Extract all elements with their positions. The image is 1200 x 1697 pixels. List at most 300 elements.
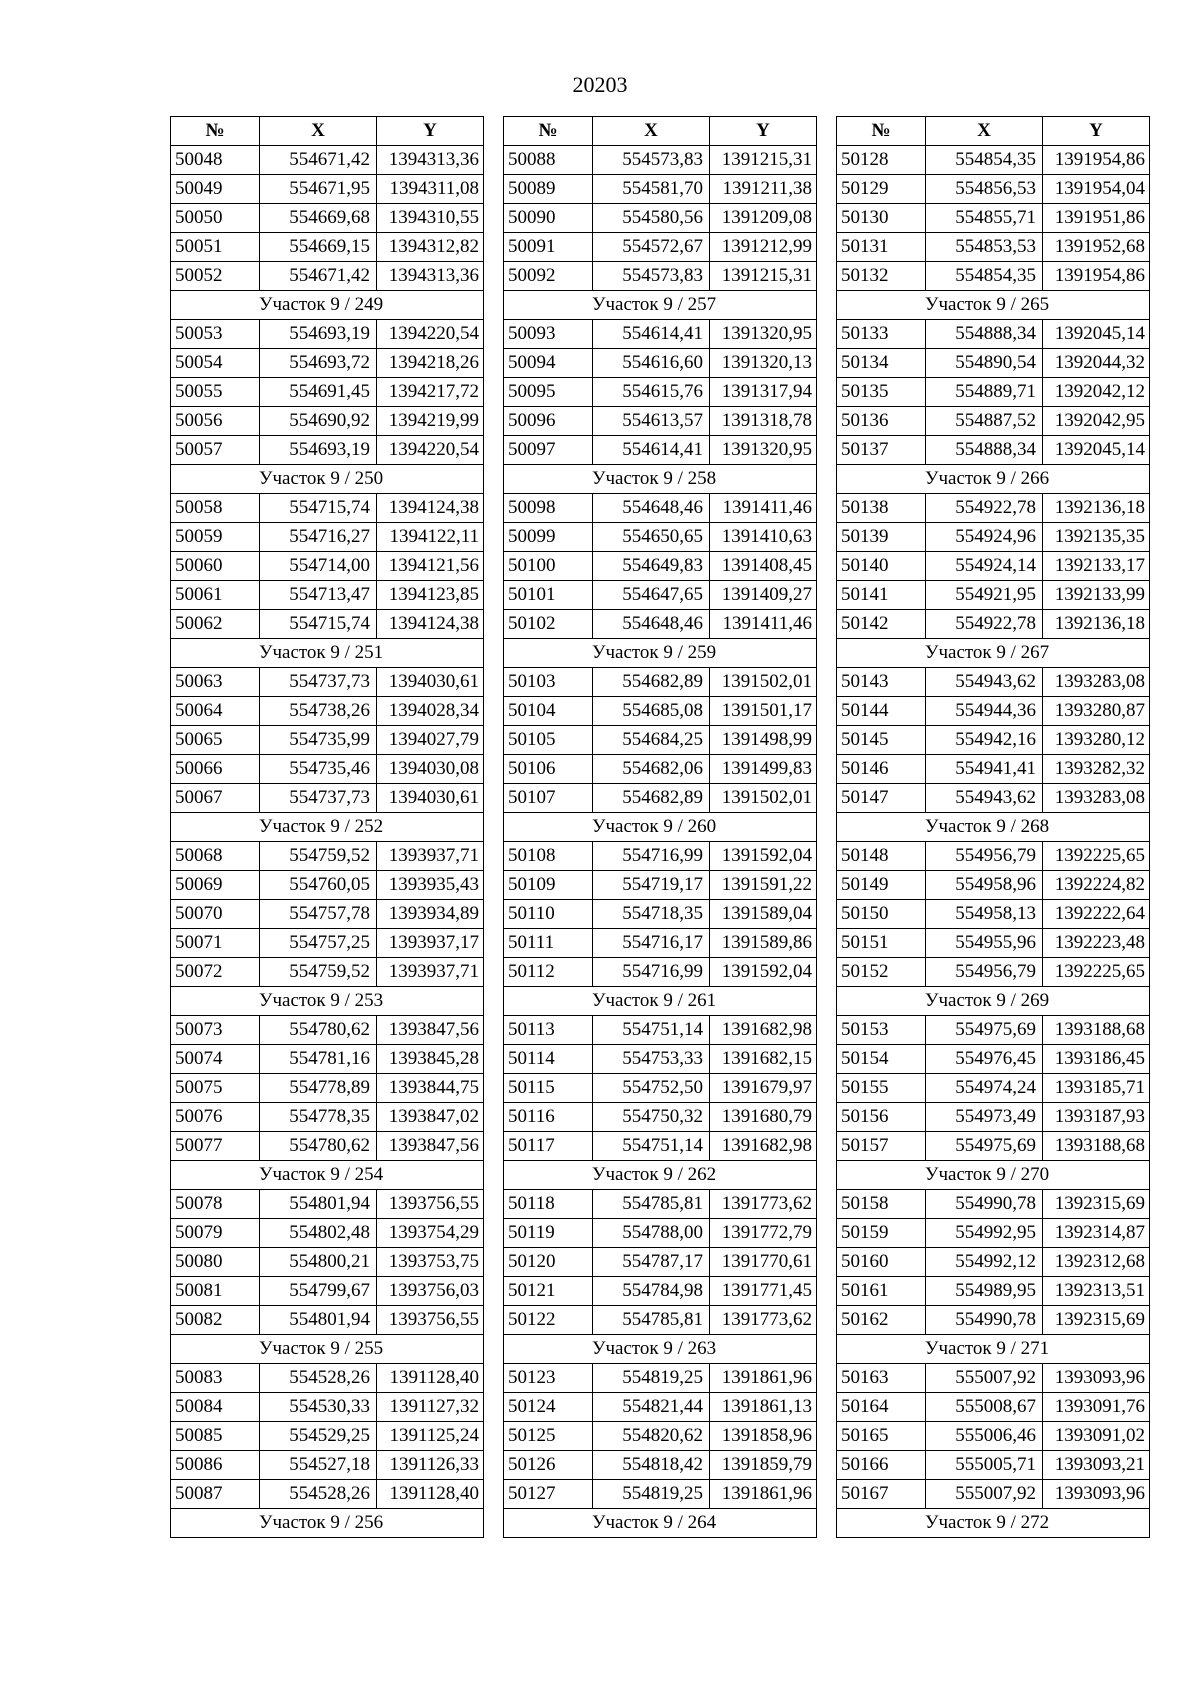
x-coordinate-cell: 554922,78 [926,610,1043,639]
table-row [171,1103,484,1132]
table-row [837,1132,1150,1161]
point-number-cell: 50127 [504,1480,593,1509]
table-row [504,1074,817,1103]
header-x: X [926,117,1043,146]
x-coordinate-cell: 554975,69 [926,1132,1043,1161]
table-row [504,842,817,871]
x-coordinate-cell: 554943,62 [926,668,1043,697]
point-number-cell: 50116 [504,1103,593,1132]
section-label: Участок 9 / 270 [837,1161,1150,1190]
y-coordinate-cell: 1392133,17 [1043,552,1150,581]
x-coordinate-cell: 554650,65 [593,523,710,552]
y-coordinate-cell: 1394121,56 [377,552,484,581]
point-number-cell: 50138 [837,494,926,523]
x-coordinate-cell: 554955,96 [926,929,1043,958]
y-coordinate-cell: 1391215,31 [710,146,817,175]
point-number-cell: 50096 [504,407,593,436]
point-number-cell: 50119 [504,1219,593,1248]
y-coordinate-cell: 1391127,32 [377,1393,484,1422]
x-coordinate-cell: 554751,14 [593,1016,710,1045]
point-number-cell: 50143 [837,668,926,697]
x-coordinate-cell: 554800,21 [260,1248,377,1277]
x-coordinate-cell: 554573,83 [593,262,710,291]
section-label: Участок 9 / 260 [504,813,817,842]
y-coordinate-cell: 1392315,69 [1043,1190,1150,1219]
x-coordinate-cell: 554818,42 [593,1451,710,1480]
point-number-cell: 50132 [837,262,926,291]
x-coordinate-cell: 554682,89 [593,784,710,813]
y-coordinate-cell: 1394028,34 [377,697,484,726]
x-coordinate-cell: 554685,08 [593,697,710,726]
y-coordinate-cell: 1393282,32 [1043,755,1150,784]
y-coordinate-cell: 1393093,96 [1043,1364,1150,1393]
point-number-cell: 50140 [837,552,926,581]
point-number-cell: 50079 [171,1219,260,1248]
y-coordinate-cell: 1392312,68 [1043,1248,1150,1277]
table-row [504,1393,817,1422]
y-coordinate-cell: 1393283,08 [1043,668,1150,697]
table-row [504,900,817,929]
y-coordinate-cell: 1394123,85 [377,581,484,610]
x-coordinate-cell: 554956,79 [926,842,1043,871]
point-number-cell: 50148 [837,842,926,871]
point-number-cell: 50165 [837,1422,926,1451]
point-number-cell: 50081 [171,1277,260,1306]
x-coordinate-cell: 554924,96 [926,523,1043,552]
section-row [171,1509,484,1538]
header-number: № [837,117,926,146]
table-row [171,262,484,291]
y-coordinate-cell: 1391126,33 [377,1451,484,1480]
point-number-cell: 50077 [171,1132,260,1161]
y-coordinate-cell: 1391592,04 [710,842,817,871]
section-row [171,639,484,668]
y-coordinate-cell: 1391682,98 [710,1016,817,1045]
table-row [837,523,1150,552]
table-row [837,1451,1150,1480]
x-coordinate-cell: 554691,45 [260,378,377,407]
x-coordinate-cell: 554528,26 [260,1480,377,1509]
point-number-cell: 50164 [837,1393,926,1422]
x-coordinate-cell: 554649,83 [593,552,710,581]
table-row [171,407,484,436]
x-coordinate-cell: 554973,49 [926,1103,1043,1132]
point-number-cell: 50070 [171,900,260,929]
point-number-cell: 50053 [171,320,260,349]
x-coordinate-cell: 554781,16 [260,1045,377,1074]
x-coordinate-cell: 554615,76 [593,378,710,407]
table-row [171,494,484,523]
point-number-cell: 50050 [171,204,260,233]
x-coordinate-cell: 554613,57 [593,407,710,436]
y-coordinate-cell: 1391858,96 [710,1422,817,1451]
table-row [171,1132,484,1161]
x-coordinate-cell: 555008,67 [926,1393,1043,1422]
x-coordinate-cell: 554888,34 [926,320,1043,349]
x-coordinate-cell: 554682,06 [593,755,710,784]
table-row [837,726,1150,755]
table-row [837,204,1150,233]
section-row [504,291,817,320]
section-label: Участок 9 / 252 [171,813,484,842]
header-y: Y [1043,117,1150,146]
x-coordinate-cell: 554889,71 [926,378,1043,407]
x-coordinate-cell: 554759,52 [260,842,377,871]
x-coordinate-cell: 554801,94 [260,1190,377,1219]
y-coordinate-cell: 1392135,35 [1043,523,1150,552]
x-coordinate-cell: 554669,15 [260,233,377,262]
point-number-cell: 50106 [504,755,593,784]
table-row [171,1219,484,1248]
point-number-cell: 50103 [504,668,593,697]
y-coordinate-cell: 1391320,95 [710,320,817,349]
table-row [171,1480,484,1509]
point-number-cell: 50109 [504,871,593,900]
point-number-cell: 50153 [837,1016,926,1045]
table-row [171,552,484,581]
table-row [837,1190,1150,1219]
point-number-cell: 50113 [504,1016,593,1045]
section-row [504,1509,817,1538]
header-number: № [504,117,593,146]
table-row [504,378,817,407]
y-coordinate-cell: 1394312,82 [377,233,484,262]
table-row [504,320,817,349]
y-coordinate-cell: 1391320,95 [710,436,817,465]
section-row [171,1335,484,1364]
table-row [504,1219,817,1248]
table-row [837,494,1150,523]
x-coordinate-cell: 554778,35 [260,1103,377,1132]
point-number-cell: 50136 [837,407,926,436]
x-coordinate-cell: 554820,62 [593,1422,710,1451]
table-row [504,1132,817,1161]
y-coordinate-cell: 1392223,48 [1043,929,1150,958]
x-coordinate-cell: 554780,62 [260,1132,377,1161]
y-coordinate-cell: 1391951,86 [1043,204,1150,233]
y-coordinate-cell: 1391320,13 [710,349,817,378]
x-coordinate-cell: 554737,73 [260,668,377,697]
section-label: Участок 9 / 258 [504,465,817,494]
table-row [504,871,817,900]
point-number-cell: 50167 [837,1480,926,1509]
section-label: Участок 9 / 255 [171,1335,484,1364]
table-row [837,262,1150,291]
section-row [837,1509,1150,1538]
point-number-cell: 50062 [171,610,260,639]
section-label: Участок 9 / 271 [837,1335,1150,1364]
x-coordinate-cell: 554714,00 [260,552,377,581]
y-coordinate-cell: 1394122,11 [377,523,484,552]
x-coordinate-cell: 554924,14 [926,552,1043,581]
point-number-cell: 50055 [171,378,260,407]
y-coordinate-cell: 1392136,18 [1043,610,1150,639]
point-number-cell: 50086 [171,1451,260,1480]
y-coordinate-cell: 1392133,99 [1043,581,1150,610]
point-number-cell: 50151 [837,929,926,958]
table-row [171,1422,484,1451]
x-coordinate-cell: 554671,42 [260,262,377,291]
x-coordinate-cell: 555007,92 [926,1480,1043,1509]
point-number-cell: 50122 [504,1306,593,1335]
section-row [837,813,1150,842]
table-row [837,175,1150,204]
y-coordinate-cell: 1394310,55 [377,204,484,233]
table-row [504,1277,817,1306]
table-row [837,581,1150,610]
x-coordinate-cell: 554735,46 [260,755,377,784]
point-number-cell: 50123 [504,1364,593,1393]
x-coordinate-cell: 554581,70 [593,175,710,204]
table-row [837,697,1150,726]
y-coordinate-cell: 1393756,55 [377,1306,484,1335]
point-number-cell: 50085 [171,1422,260,1451]
x-coordinate-cell: 554780,62 [260,1016,377,1045]
x-coordinate-cell: 554854,35 [926,146,1043,175]
table-row [171,958,484,987]
y-coordinate-cell: 1394124,38 [377,494,484,523]
section-label: Участок 9 / 251 [171,639,484,668]
y-coordinate-cell: 1391499,83 [710,755,817,784]
x-coordinate-cell: 554713,47 [260,581,377,610]
x-coordinate-cell: 554784,98 [593,1277,710,1306]
table-row [837,958,1150,987]
y-coordinate-cell: 1394313,36 [377,146,484,175]
x-coordinate-cell: 554759,52 [260,958,377,987]
y-coordinate-cell: 1392313,51 [1043,1277,1150,1306]
point-number-cell: 50080 [171,1248,260,1277]
table-row [504,668,817,697]
y-coordinate-cell: 1393187,93 [1043,1103,1150,1132]
point-number-cell: 50100 [504,552,593,581]
section-label: Участок 9 / 272 [837,1509,1150,1538]
table-row [171,204,484,233]
section-label: Участок 9 / 265 [837,291,1150,320]
y-coordinate-cell: 1393937,71 [377,842,484,871]
y-coordinate-cell: 1392225,65 [1043,958,1150,987]
point-number-cell: 50051 [171,233,260,262]
x-coordinate-cell: 554819,25 [593,1480,710,1509]
table-row [171,1306,484,1335]
section-label: Участок 9 / 268 [837,813,1150,842]
y-coordinate-cell: 1391408,45 [710,552,817,581]
section-row [504,465,817,494]
point-number-cell: 50049 [171,175,260,204]
point-number-cell: 50154 [837,1045,926,1074]
x-coordinate-cell: 554690,92 [260,407,377,436]
point-number-cell: 50166 [837,1451,926,1480]
y-coordinate-cell: 1393934,89 [377,900,484,929]
y-coordinate-cell: 1391498,99 [710,726,817,755]
table-row [171,697,484,726]
y-coordinate-cell: 1394030,61 [377,784,484,813]
y-coordinate-cell: 1391215,31 [710,262,817,291]
y-coordinate-cell: 1391861,96 [710,1364,817,1393]
header-row [171,117,484,146]
table-row [837,1364,1150,1393]
x-coordinate-cell: 554573,83 [593,146,710,175]
y-coordinate-cell: 1391410,63 [710,523,817,552]
point-number-cell: 50146 [837,755,926,784]
y-coordinate-cell: 1391954,86 [1043,146,1150,175]
y-coordinate-cell: 1391770,61 [710,1248,817,1277]
point-number-cell: 50088 [504,146,593,175]
y-coordinate-cell: 1392042,95 [1043,407,1150,436]
section-label: Участок 9 / 263 [504,1335,817,1364]
y-coordinate-cell: 1393186,45 [1043,1045,1150,1074]
y-coordinate-cell: 1393753,75 [377,1248,484,1277]
x-coordinate-cell: 554855,71 [926,204,1043,233]
y-coordinate-cell: 1394217,72 [377,378,484,407]
table-row [504,175,817,204]
point-number-cell: 50137 [837,436,926,465]
point-number-cell: 50150 [837,900,926,929]
y-coordinate-cell: 1394311,08 [377,175,484,204]
x-coordinate-cell: 554958,96 [926,871,1043,900]
x-coordinate-cell: 554757,25 [260,929,377,958]
table-row [837,1016,1150,1045]
y-coordinate-cell: 1394220,54 [377,436,484,465]
y-coordinate-cell: 1394124,38 [377,610,484,639]
x-coordinate-cell: 554778,89 [260,1074,377,1103]
point-number-cell: 50130 [837,204,926,233]
section-row [504,1335,817,1364]
point-number-cell: 50105 [504,726,593,755]
point-number-cell: 50147 [837,784,926,813]
x-coordinate-cell: 554647,65 [593,581,710,610]
point-number-cell: 50060 [171,552,260,581]
x-coordinate-cell: 554821,44 [593,1393,710,1422]
point-number-cell: 50142 [837,610,926,639]
x-coordinate-cell: 554572,67 [593,233,710,262]
table-row [837,1277,1150,1306]
point-number-cell: 50092 [504,262,593,291]
table-row [837,842,1150,871]
y-coordinate-cell: 1391212,99 [710,233,817,262]
y-coordinate-cell: 1391592,04 [710,958,817,987]
table-row [837,320,1150,349]
section-label: Участок 9 / 261 [504,987,817,1016]
table-row [171,610,484,639]
y-coordinate-cell: 1392136,18 [1043,494,1150,523]
section-row [171,987,484,1016]
x-coordinate-cell: 554751,14 [593,1132,710,1161]
point-number-cell: 50095 [504,378,593,407]
x-coordinate-cell: 554785,81 [593,1306,710,1335]
point-number-cell: 50112 [504,958,593,987]
point-number-cell: 50083 [171,1364,260,1393]
point-number-cell: 50145 [837,726,926,755]
y-coordinate-cell: 1391502,01 [710,784,817,813]
y-coordinate-cell: 1394313,36 [377,262,484,291]
y-coordinate-cell: 1393756,03 [377,1277,484,1306]
y-coordinate-cell: 1391682,15 [710,1045,817,1074]
section-row [837,987,1150,1016]
section-label: Участок 9 / 264 [504,1509,817,1538]
y-coordinate-cell: 1391502,01 [710,668,817,697]
y-coordinate-cell: 1392315,69 [1043,1306,1150,1335]
point-number-cell: 50084 [171,1393,260,1422]
x-coordinate-cell: 554942,16 [926,726,1043,755]
x-coordinate-cell: 554719,17 [593,871,710,900]
x-coordinate-cell: 554616,60 [593,349,710,378]
x-coordinate-cell: 554528,26 [260,1364,377,1393]
point-number-cell: 50135 [837,378,926,407]
x-coordinate-cell: 554716,99 [593,958,710,987]
point-number-cell: 50098 [504,494,593,523]
x-coordinate-cell: 554529,25 [260,1422,377,1451]
x-coordinate-cell: 554527,18 [260,1451,377,1480]
y-coordinate-cell: 1393188,68 [1043,1132,1150,1161]
point-number-cell: 50117 [504,1132,593,1161]
table-row [837,1422,1150,1451]
section-row [504,987,817,1016]
y-coordinate-cell: 1391954,86 [1043,262,1150,291]
point-number-cell: 50108 [504,842,593,871]
y-coordinate-cell: 1392044,32 [1043,349,1150,378]
header-y: Y [377,117,484,146]
point-number-cell: 50111 [504,929,593,958]
table-row [837,349,1150,378]
point-number-cell: 50152 [837,958,926,987]
point-number-cell: 50069 [171,871,260,900]
y-coordinate-cell: 1394220,54 [377,320,484,349]
section-label: Участок 9 / 266 [837,465,1150,494]
section-label: Участок 9 / 269 [837,987,1150,1016]
y-coordinate-cell: 1393844,75 [377,1074,484,1103]
y-coordinate-cell: 1393937,71 [377,958,484,987]
x-coordinate-cell: 554671,95 [260,175,377,204]
x-coordinate-cell: 554799,67 [260,1277,377,1306]
y-coordinate-cell: 1391317,94 [710,378,817,407]
point-number-cell: 50126 [504,1451,593,1480]
y-coordinate-cell: 1391682,98 [710,1132,817,1161]
page-number: 20203 [572,72,628,97]
x-coordinate-cell: 554614,41 [593,436,710,465]
y-coordinate-cell: 1391128,40 [377,1480,484,1509]
table-row [504,1480,817,1509]
x-coordinate-cell: 554974,24 [926,1074,1043,1103]
point-number-cell: 50082 [171,1306,260,1335]
y-coordinate-cell: 1391952,68 [1043,233,1150,262]
point-number-cell: 50075 [171,1074,260,1103]
y-coordinate-cell: 1393283,08 [1043,784,1150,813]
y-coordinate-cell: 1394030,08 [377,755,484,784]
y-coordinate-cell: 1391128,40 [377,1364,484,1393]
point-number-cell: 50057 [171,436,260,465]
table-row [504,1045,817,1074]
coordinates-table-1 [170,116,484,1538]
section-row [837,1161,1150,1190]
table-row [171,668,484,697]
x-coordinate-cell: 554671,42 [260,146,377,175]
point-number-cell: 50107 [504,784,593,813]
section-label: Участок 9 / 256 [171,1509,484,1538]
y-coordinate-cell: 1391679,97 [710,1074,817,1103]
point-number-cell: 50099 [504,523,593,552]
y-coordinate-cell: 1392222,64 [1043,900,1150,929]
section-label: Участок 9 / 249 [171,291,484,320]
table-row [504,755,817,784]
point-number-cell: 50131 [837,233,926,262]
table-row [837,1480,1150,1509]
point-number-cell: 50133 [837,320,926,349]
section-row [837,465,1150,494]
point-number-cell: 50097 [504,436,593,465]
x-coordinate-cell: 554614,41 [593,320,710,349]
point-number-cell: 50090 [504,204,593,233]
y-coordinate-cell: 1393280,87 [1043,697,1150,726]
